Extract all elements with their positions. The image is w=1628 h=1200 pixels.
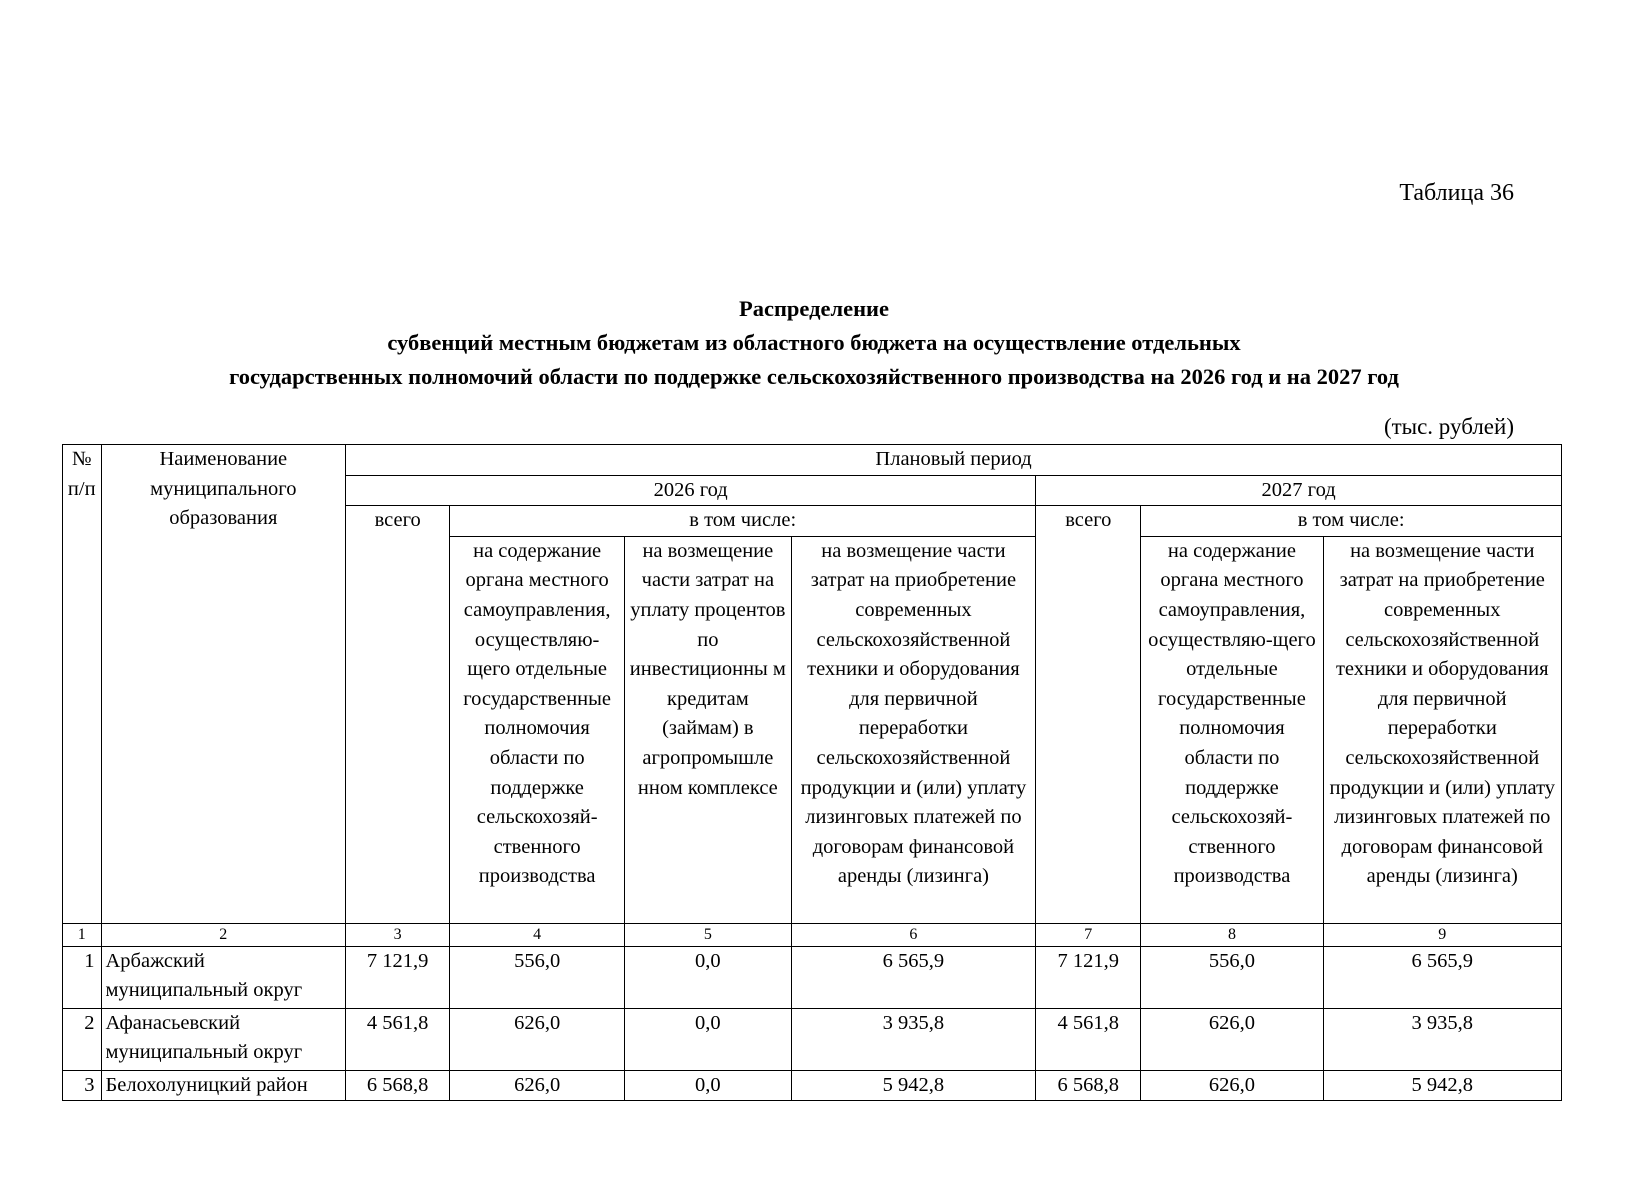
equipment-2026: 5 942,8 <box>791 1070 1036 1101</box>
header-interest-2026: на возмещение части затрат на уплату процентов по инвестиционны м кредитам (займам) в агропромышле нном комплексе <box>625 536 792 923</box>
row-number: 3 <box>63 1070 102 1101</box>
body-2027: 626,0 <box>1141 1070 1323 1101</box>
row-number: 1 <box>63 946 102 1008</box>
total-2026: 7 121,9 <box>346 946 450 1008</box>
header-num: № п/п <box>63 445 102 924</box>
column-number: 6 <box>791 923 1036 946</box>
municipality-name: Арбажский муниципальный округ <box>101 946 346 1008</box>
interest-2026: 0,0 <box>625 1008 792 1070</box>
table-row <box>63 1008 1562 1070</box>
document-title <box>0 292 1628 394</box>
subvention-table <box>62 444 1562 1101</box>
interest-2026: 0,0 <box>625 1070 792 1101</box>
total-2026: 4 561,8 <box>346 1008 450 1070</box>
column-number: 4 <box>450 923 625 946</box>
total-2027: 4 561,8 <box>1036 1008 1141 1070</box>
header-body-2027: на содержание органа местного самоуправления, осуществляю-щего отдельные государственные полномочия области по поддержке сельскохозяй-ственного производства <box>1141 536 1323 923</box>
body-2026: 626,0 <box>450 1008 625 1070</box>
units-label: (тыс. рублей) <box>1383 414 1514 439</box>
row-number: 2 <box>63 1008 102 1070</box>
header-including-2027: в том числе: <box>1141 506 1562 537</box>
header-year-2026: 2026 год <box>346 475 1036 506</box>
header-row-planned <box>63 445 1562 476</box>
municipality-name: Белохолуницкий район <box>101 1070 346 1101</box>
header-including-2026: в том числе: <box>450 506 1036 537</box>
equipment-2026: 6 565,9 <box>791 946 1036 1008</box>
title-line-3: государственных полномочий области по поддержке сельскохозяйственного производства на 2026 год и на 2027 год <box>229 364 1399 389</box>
municipality-name: Афанасьевский муниципальный округ <box>101 1008 346 1070</box>
header-planned-period: Плановый период <box>346 445 1562 476</box>
total-2027: 7 121,9 <box>1036 946 1141 1008</box>
table-row <box>63 1070 1562 1101</box>
column-number: 8 <box>1141 923 1323 946</box>
total-2027: 6 568,8 <box>1036 1070 1141 1101</box>
equipment-2026: 3 935,8 <box>791 1008 1036 1070</box>
column-number: 9 <box>1323 923 1561 946</box>
header-total-2026: всего <box>346 506 450 924</box>
header-year-2027: 2027 год <box>1036 475 1562 506</box>
equipment-2027: 5 942,8 <box>1323 1070 1561 1101</box>
total-2026: 6 568,8 <box>346 1070 450 1101</box>
column-number: 5 <box>625 923 792 946</box>
header-equipment-2027: на возмещение части затрат на приобретение современных сельскохозяйственной техники и оборудования для первичной переработки сельскохозяйственной продукции и (или) уплату лизинговых платежей по договорам финансовой аренды (лизинга) <box>1323 536 1561 923</box>
body-2027: 556,0 <box>1141 946 1323 1008</box>
interest-2026: 0,0 <box>625 946 792 1008</box>
header-total-2027: всего <box>1036 506 1141 924</box>
column-number-row <box>63 923 1562 946</box>
title-line-2: субвенций местным бюджетам из областного бюджета на осуществление отдельных <box>387 330 1241 355</box>
column-number: 1 <box>63 923 102 946</box>
table-number-label: Таблица 36 <box>1399 180 1514 206</box>
header-name: Наименование муниципального образования <box>101 445 346 924</box>
equipment-2027: 3 935,8 <box>1323 1008 1561 1070</box>
column-number: 7 <box>1036 923 1141 946</box>
header-equipment-2026: на возмещение части затрат на приобретение современных сельскохозяйственной техники и оборудования для первичной переработки сельскохозяйственной продукции и (или) уплату лизинговых платежей по договорам финансовой аренды (лизинга) <box>791 536 1036 923</box>
title-line-1: Распределение <box>738 296 890 321</box>
column-number: 3 <box>346 923 450 946</box>
table-row <box>63 946 1562 1008</box>
column-number: 2 <box>101 923 346 946</box>
equipment-2027: 6 565,9 <box>1323 946 1561 1008</box>
header-body-2026: на содержание органа местного самоуправления, осуществляю-щего отдельные государственные полномочия области по поддержке сельскохозяй-ственного производства <box>450 536 625 923</box>
body-2026: 626,0 <box>450 1070 625 1101</box>
body-2027: 626,0 <box>1141 1008 1323 1070</box>
body-2026: 556,0 <box>450 946 625 1008</box>
